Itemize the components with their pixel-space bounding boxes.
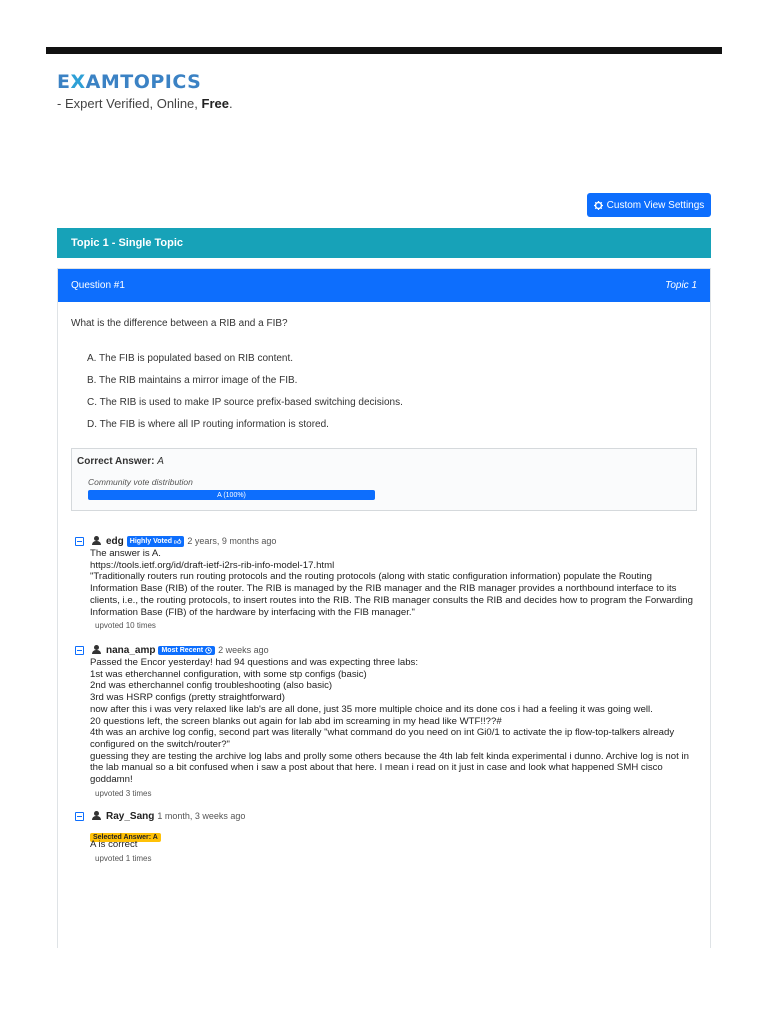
question-topic: Topic 1: [665, 280, 697, 291]
comment-upvotes: upvoted 3 times: [95, 788, 152, 798]
comment-body: A is correct: [90, 839, 138, 850]
question-text: What is the difference between a RIB and a FIB?: [71, 318, 288, 329]
comment-time: 2 years, 9 months ago: [187, 536, 277, 546]
top-rule: [46, 47, 722, 54]
user-icon: [92, 645, 101, 655]
comment-time: 1 month, 3 weeks ago: [157, 811, 246, 821]
custom-view-settings-button[interactable]: [587, 193, 711, 217]
tagline: - Expert Verified, Online, Free.: [57, 96, 233, 111]
comment-header: [75, 643, 730, 657]
correct-answer-value: A: [157, 456, 164, 467]
vote-bar-fill-a: A (100%): [88, 490, 375, 500]
collapse-icon[interactable]: [75, 812, 84, 821]
examtopics-logo[interactable]: [57, 69, 202, 93]
correct-answer-label: Correct Answer:: [77, 456, 155, 467]
comment-item: [75, 809, 730, 863]
choice-b[interactable]: B. The RIB maintains a mirror image of the FIB.: [87, 375, 298, 386]
user-icon: [92, 536, 101, 546]
comment-body: The answer is A. https://tools.ietf.org/id/draft-ietf-i2rs-rib-info-model-17.html "Traditionally routers run routing protocols and the routing protocols (along with static configuration information) populate the Routing Information Base (RIB) of the router. The RIB is managed by the RIB manager and the RIB manager provides a northbound interface to its clients, i.e., the routing protocols, to insert routes into the RIB. The RIB manager consults the RIB and decides how to program the Forwarding Information Base (FIB) of the hardware by interfacing with the FIB manager.": [90, 548, 693, 618]
comment-item: [75, 534, 730, 630]
comment-username[interactable]: Ray_Sang: [106, 810, 155, 822]
comment-username[interactable]: nana_amp: [106, 644, 156, 656]
choice-a[interactable]: A. The FIB is populated based on RIB content.: [87, 353, 294, 364]
comment-header: [75, 534, 730, 548]
most-recent-badge: [158, 646, 215, 655]
comment-body: Passed the Encor yesterday! had 94 questions and was expecting three labs: 1st was etherchannel configuration, with some stp configs (basic) 2nd was etherchannel config troubleshooting (also basic) 3rd was HSRP configs (pretty straightforward) now after this i was very relaxed like lab's are all done, just 35 more multiple choice and its done cos i had a feeling it was going well. 20 questions left, the screen blanks out again for lab abd im screaming in my head like WTF!!??# 4th was an archive log config, second part was literally "what command do you need on int Gi0/1 to activate the ip flow-top-talkers already configured on the switch/router?" guessing they are testing the archive log labs and prolly some others because the 4th lab felt kinda experimental i dunno. Archive log is not in the lab manual so a bit confused when i saw a post about that here. I mean i read on it just in case and look what happened SMH cisco goddamn!: [90, 657, 689, 786]
vote-distribution-label: Community vote distribution: [88, 477, 193, 487]
choice-c[interactable]: C. The RIB is used to make IP source prefix-based switching decisions.: [87, 397, 403, 408]
badge-label: Highly Voted: [129, 537, 173, 545]
user-icon: [92, 811, 101, 821]
topic-title: Topic 1 - Single Topic: [71, 237, 184, 249]
collapse-icon[interactable]: [75, 537, 84, 546]
highly-voted-badge: [127, 536, 185, 547]
gear-icon: [594, 201, 603, 210]
custom-view-settings-label: Custom View Settings: [606, 199, 705, 211]
correct-answer: [77, 456, 164, 467]
collapse-icon[interactable]: [75, 646, 84, 655]
comment-time: 2 weeks ago: [218, 645, 269, 655]
topic-header: [57, 228, 711, 258]
answer-choices: [87, 353, 403, 441]
comment-upvotes: upvoted 10 times: [95, 621, 156, 631]
vote-distribution-bar: [88, 490, 375, 500]
svg-text:EXAMTOPICS: EXAMTOPICS: [57, 71, 202, 93]
logo-graphic: [57, 69, 202, 93]
question-number: Question #1: [71, 280, 125, 291]
selected-answer-wrap: [90, 826, 730, 839]
comment-item: [75, 643, 730, 798]
thumbs-up-icon: 👍︎: [174, 538, 182, 546]
clock-icon: [205, 647, 212, 654]
comment-username[interactable]: edg: [106, 535, 124, 547]
comment-upvotes: upvoted 1 times: [95, 853, 152, 863]
badge-label: Most Recent: [161, 646, 204, 654]
choice-d[interactable]: D. The FIB is where all IP routing information is stored.: [87, 419, 329, 430]
selected-answer-badge: Selected Answer: A: [90, 833, 161, 842]
correct-answer-box: [71, 448, 697, 511]
comment-header: [75, 809, 730, 823]
question-header: [58, 269, 710, 302]
